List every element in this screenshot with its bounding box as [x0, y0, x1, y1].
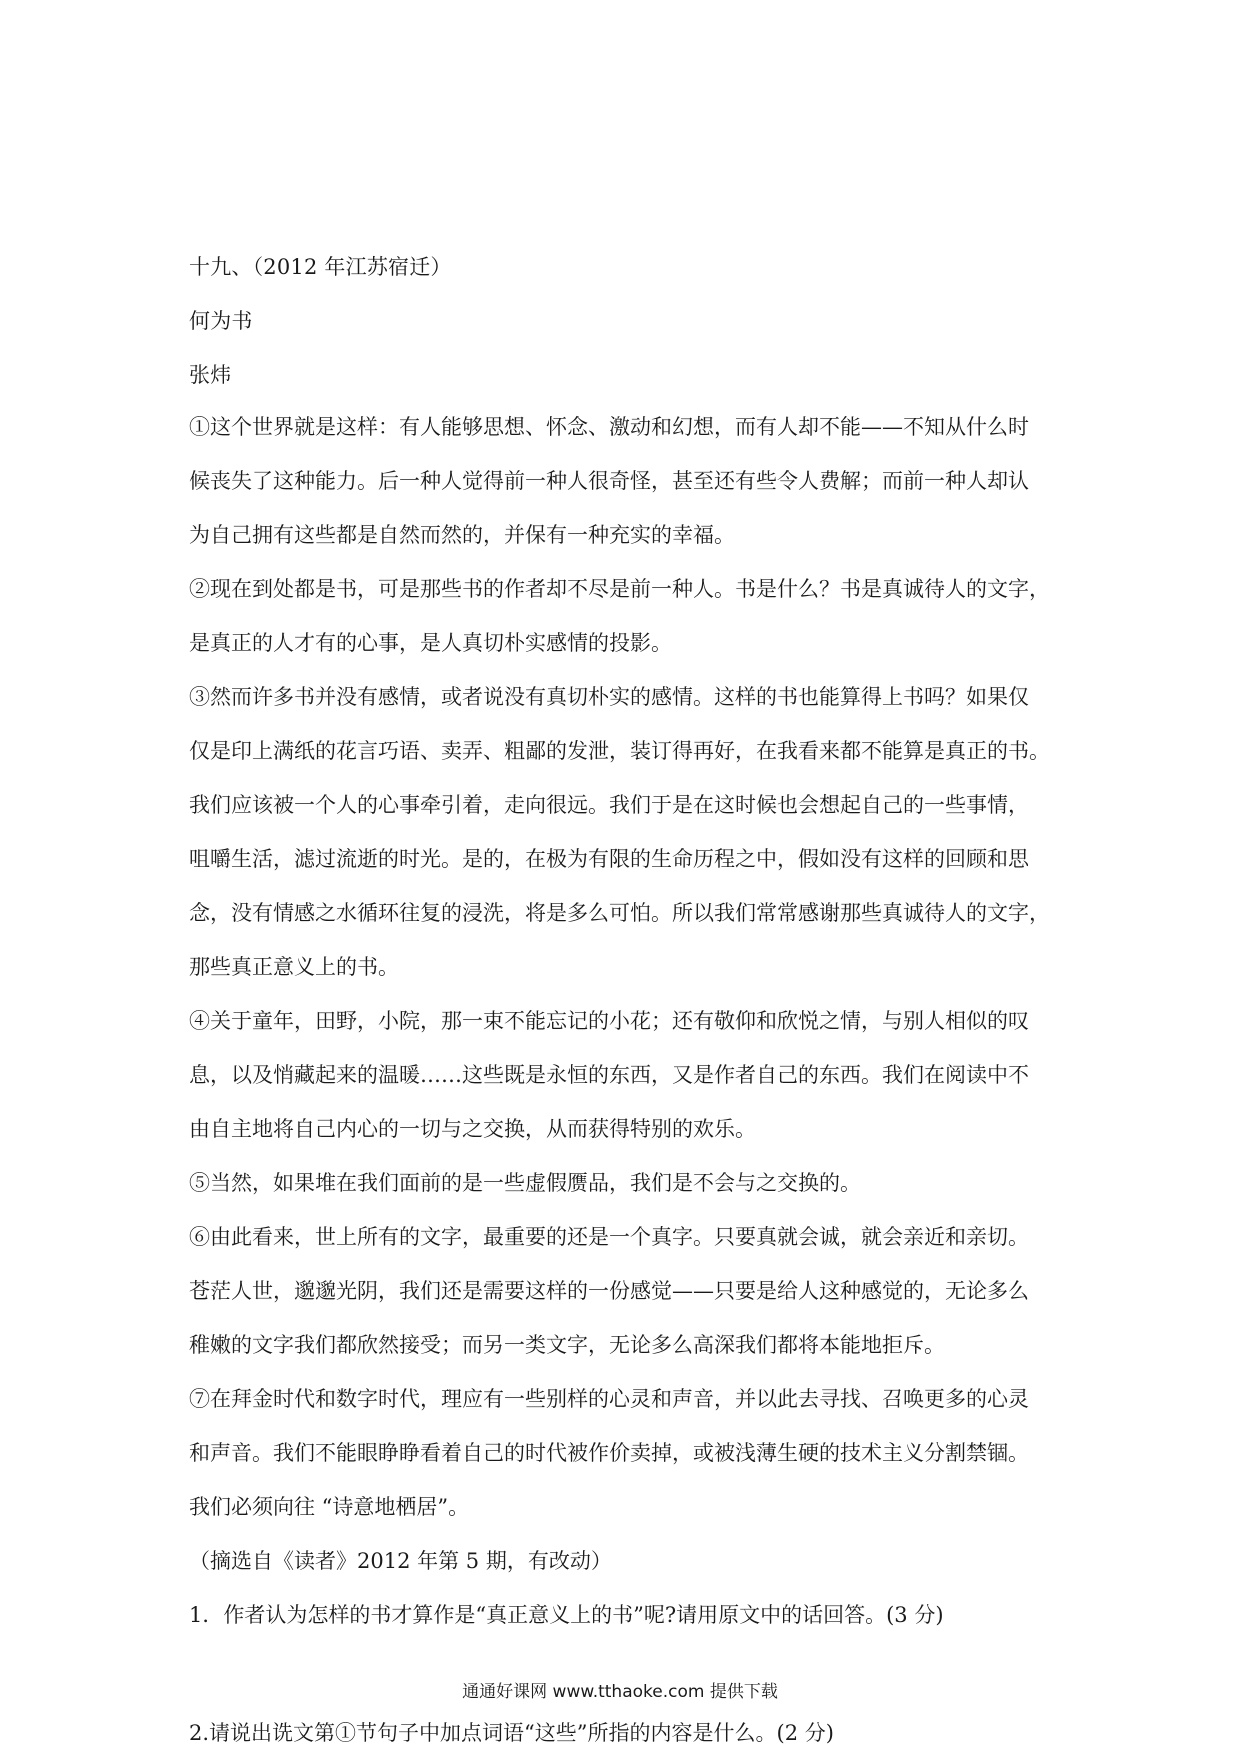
source-note — [189, 1534, 1069, 1588]
section-heading: 十九、（2012 年江苏宿迁） — [189, 255, 452, 279]
text-line: 念，没有情感之水循环往复的浸洗，将是多么可怕。所以我们常常感谢那些真诚待人的文字， — [189, 901, 1050, 925]
text-line: 候丧失了这种能力。后一种人觉得前一种人很奇怪，甚至还有些令人费解；而前一种人却认 — [189, 469, 1029, 493]
text-line: ⑥由此看来，世上所有的文字，最重要的还是一个真字。只要真就会诚，就会亲近和亲切。 — [189, 1225, 1029, 1249]
text-line: 息，以及悄藏起来的温暖……这些既是永恒的东西，又是作者自己的东西。我们在阅读中不 — [189, 1063, 1029, 1087]
article-title: 何为书 — [189, 309, 253, 333]
text-line: 那些真正意义上的书。 — [189, 955, 399, 979]
paragraph-6 — [189, 1210, 1069, 1372]
question-2 — [189, 1706, 1069, 1760]
text-line: 苍茫人世，邈邈光阴，我们还是需要这样的一份感觉——只要是给人这种感觉的，无论多么 — [189, 1279, 1029, 1303]
text-line: ⑤当然，如果堆在我们面前的是一些虚假赝品，我们是不会与之交换的。 — [189, 1171, 861, 1195]
paragraph-2 — [189, 562, 1069, 670]
question-text: 2.请说出诜文第①节句子中加点词语“这些”所指的内容是什么。(2 分) — [189, 1721, 834, 1745]
text-line: ①这个世界就是这样：有人能够思想、怀念、激动和幻想，而有人却不能——不知从什么时 — [189, 415, 1029, 439]
text-line: ③然而许多书并没有感情，或者说没有真切朴实的感情。这样的书也能算得上书吗？如果仅 — [189, 685, 1029, 709]
paragraph-4 — [189, 994, 1069, 1156]
text-line: 咀嚼生活，滤过流逝的时光。是的，在极为有限的生命历程之中，假如没有这样的回顾和思 — [189, 847, 1029, 871]
text-line: 为自己拥有这些都是自然而然的，并保有一种充实的幸福。 — [189, 523, 735, 547]
text-line: 我们应该被一个人的心事牵引着，走向很远。我们于是在这时候也会想起自己的一些事情， — [189, 793, 1029, 817]
question-1 — [189, 1588, 1069, 1642]
text-line: ②现在到处都是书，可是那些书的作者却不尽是前一种人。书是什么？书是真诚待人的文字， — [189, 577, 1050, 601]
text-line: 我们必须向往 “诗意地栖居”。 — [189, 1495, 470, 1519]
text-line: ④关于童年，田野，小院，那一束不能忘记的小花；还有敬仰和欣悦之情，与别人相似的叹 — [189, 1009, 1029, 1033]
document-body — [189, 252, 1069, 1760]
text-line: 是真正的人才有的心事，是人真切朴实感情的投影。 — [189, 631, 672, 655]
text-line: 和声音。我们不能眼睁睁看着自己的时代被作价卖掉，或被浅薄生硬的技术主义分割禁锢。 — [189, 1441, 1029, 1465]
paragraph-1 — [189, 400, 1069, 562]
paragraph-3 — [189, 670, 1069, 994]
text-line: 由自主地将自己内心的一切与之交换，从而获得特别的欢乐。 — [189, 1117, 756, 1141]
paragraph-5 — [189, 1156, 1069, 1210]
paragraph-7 — [189, 1372, 1069, 1534]
page-footer: 通通好课网 www.tthaoke.com 提供下载 — [462, 1682, 778, 1702]
article-author: 张炜 — [189, 363, 232, 387]
text-line: ⑦在拜金时代和数字时代，理应有一些别样的心灵和声音，并以此去寻找、召唤更多的心灵 — [189, 1387, 1029, 1411]
source-text: （摘选自《读者》2012 年第 5 期，有改动） — [189, 1549, 612, 1573]
question-text: 1．作者认为怎样的书才算作是“真正意义上的书”呢?请用原文中的话回答。(3 分) — [189, 1603, 944, 1627]
text-line: 稚嫩的文字我们都欣然接受；而另一类文字，无论多么高深我们都将本能地拒斥。 — [189, 1333, 945, 1357]
text-line: 仅是印上满纸的花言巧语、卖弄、粗鄙的发泄，装订得再好，在我看来都不能算是真正的书。 — [189, 739, 1050, 763]
